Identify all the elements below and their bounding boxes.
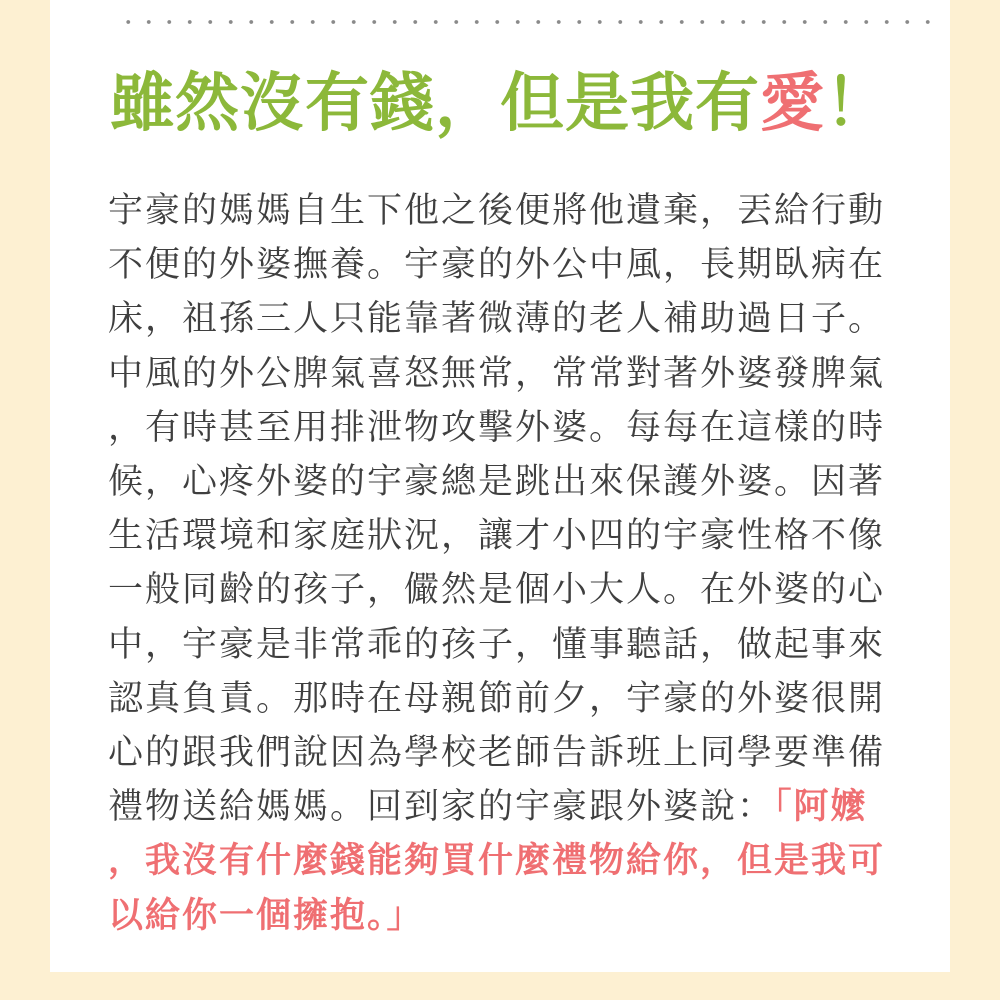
quote-start: 「阿嬤 [774,787,868,828]
body-line: 認真負責。那時在母親節前夕，宇豪的外婆很開 [108,678,886,719]
title-text: 雖然沒有錢，但是我有 [110,67,760,141]
article-body [108,184,908,943]
body-line: 候，心疼外婆的宇豪總是跳出來保護外婆。因著 [108,462,886,503]
body-line: 中，宇豪是非常乖的孩子，懂事聽話，做起事來 [108,624,886,665]
quote-line: ，我沒有什麼錢能夠買什麼禮物給你，但是我可 [108,841,886,882]
body-line: ，有時甚至用排泄物攻擊外婆。每每在這樣的時 [108,407,886,448]
body-line: 床，祖孫三人只能靠著微薄的老人補助過日子。 [108,299,886,340]
quote-line: 以給你一個擁抱。」 [108,895,424,936]
body-line: 心的跟我們說因為學校老師告訴班上同學要準備 [108,733,886,774]
body-line: 一般同齡的孩子，儼然是個小大人。在外婆的心 [108,570,886,611]
article-card [50,0,950,972]
title-accent-word: 愛 [760,67,825,141]
body-line: 生活環境和家庭狀況，讓才小四的宇豪性格不像 [108,516,886,557]
body-line: 不便的外婆撫養。宇豪的外公中風，長期臥病在 [108,245,886,286]
title-exclamation: ！ [825,67,890,141]
article-title [110,66,930,142]
body-line: 宇豪的媽媽自生下他之後便將他遺棄，丟給行動 [108,191,886,231]
body-line-plain: 禮物送給媽媽。回到家的宇豪跟外婆說： [108,787,775,828]
body-line-with-quote-start [108,780,908,834]
body-line: 中風的外公脾氣喜怒無常，常常對著外婆發脾氣 [108,353,886,394]
dotted-divider [118,17,938,27]
